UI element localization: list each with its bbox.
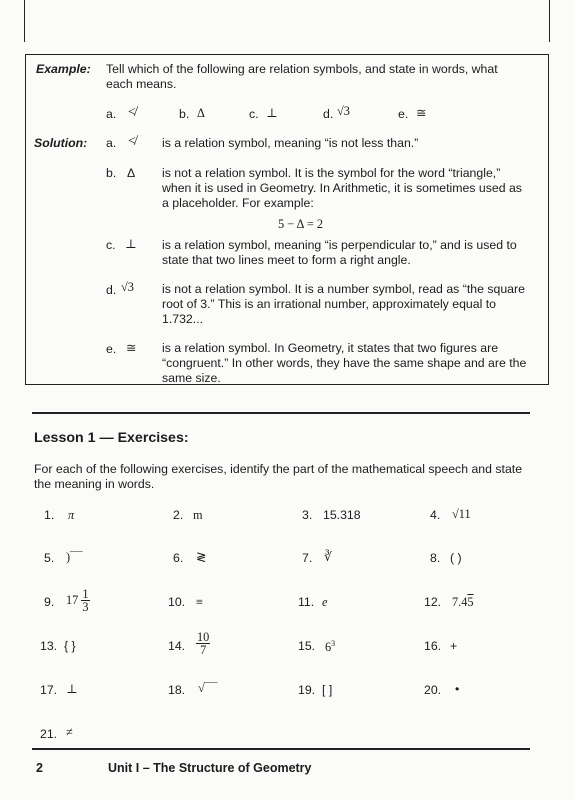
lesson-instructions-line2: the meaning in words. <box>34 477 155 491</box>
lesson-title: Lesson 1 — Exercises: <box>34 430 189 446</box>
page-border-right <box>549 0 550 42</box>
solution-c-line2: state that two lines meet to form a right angle. <box>162 253 411 267</box>
congruent-symbol: ≅ <box>416 106 427 120</box>
repeating-decimal-base: 7.4 <box>452 595 468 609</box>
solution-e-line1: is a relation symbol. In Geometry, it states that two figures are <box>162 341 499 355</box>
exercise-number: 6. <box>173 551 184 565</box>
exercise-content: ⊥ <box>66 682 78 696</box>
exercise-content <box>452 595 474 610</box>
choice-c-letter: c. <box>249 107 259 121</box>
exercise-content: { } <box>64 639 76 653</box>
lesson-instructions-line1: For each of the following exercises, identify the part of the mathematical speech and state <box>34 462 523 476</box>
exercise-content: m <box>193 508 203 522</box>
solution-d-line1: is not a relation symbol. It is a number symbol, read as “the square <box>162 282 525 296</box>
example-prompt-line2: each means. <box>106 77 177 91</box>
exercise-number: 10. <box>168 595 186 609</box>
solution-c-letter: c. <box>106 238 116 252</box>
fraction-denominator: 7 <box>200 643 207 657</box>
exercise-content: • <box>455 682 460 696</box>
solution-b-line3: a placeholder. For example: <box>162 196 314 210</box>
solution-d-line2: root of 3.” This is an irrational number, approximately equal to <box>162 297 497 311</box>
exercise-content: √11 <box>452 507 471 521</box>
exercise-content: e <box>322 595 328 609</box>
solution-b-symbol: Δ <box>127 166 136 180</box>
fraction <box>196 631 210 656</box>
exercise-number: 19. <box>298 683 316 697</box>
page-border-left <box>24 0 25 42</box>
exercise-number: 11. <box>298 595 315 609</box>
fraction-denominator: 3 <box>82 600 89 614</box>
unit-title: Unit I – The Structure of Geometry <box>108 761 312 775</box>
exercise-content: ∛ <box>324 550 332 564</box>
solution-d-line3: 1.732... <box>162 312 204 326</box>
exercise-content: )‾‾‾ <box>66 550 83 564</box>
solution-b-line1: is not a relation symbol. It is the symbol for the word “triangle,” <box>162 166 501 180</box>
exercise-number: 17. <box>40 683 58 697</box>
solution-a-line1: is a relation symbol, meaning “is not less than.” <box>162 136 419 150</box>
exercise-content: ≠ <box>66 725 73 739</box>
fraction-numerator: 1 <box>82 587 89 601</box>
exercise-content <box>66 588 90 613</box>
solution-b-line2: when it is used in Geometry. In Arithmetic, it is sometimes used as <box>162 181 522 195</box>
choice-a-letter: a. <box>106 107 117 121</box>
exercise-number: 1. <box>44 508 55 522</box>
page-number: 2 <box>36 761 43 775</box>
exercise-number: 7. <box>302 551 313 565</box>
solution-e-line2: “congruent.” In other words, they have the same shape and are the <box>162 356 527 370</box>
exercise-number: 20. <box>424 683 442 697</box>
mixed-number-whole: 17 <box>66 593 79 607</box>
solution-c-symbol: ⊥ <box>125 237 137 251</box>
exercise-content: [ ] <box>322 683 333 697</box>
choice-e-letter: e. <box>398 107 409 121</box>
not-less-than-symbol: ≮ <box>128 105 136 120</box>
exercise-number: 21. <box>40 727 58 741</box>
exponent: 3 <box>331 639 336 648</box>
sqrt-three-symbol: √3 <box>337 104 350 118</box>
exercise-number: 9. <box>44 595 55 609</box>
repeating-digit: 5 <box>467 595 474 609</box>
exercise-content: 15.318 <box>323 508 361 522</box>
solution-e-symbol: ≅ <box>126 341 137 355</box>
exercise-number: 16. <box>424 639 442 653</box>
exercise-content: + <box>450 639 458 653</box>
exercise-number: 8. <box>430 551 441 565</box>
solution-a-symbol: ≮ <box>128 134 136 149</box>
exercise-number: 5. <box>44 551 55 565</box>
exercise-content: ( ) <box>450 551 462 565</box>
perpendicular-symbol: ⊥ <box>266 106 278 120</box>
example-prompt-line1: Tell which of the following are relation symbols, and state in words, what <box>106 62 498 76</box>
exercise-content <box>325 639 335 655</box>
equation: 5 − Δ = 2 <box>278 217 324 231</box>
exercise-content: π <box>68 508 75 522</box>
exercise-number: 2. <box>173 508 184 522</box>
exercise-number: 4. <box>430 508 441 522</box>
footer-divider <box>32 748 530 750</box>
section-divider <box>32 412 530 414</box>
solution-c-line1: is a relation symbol, meaning “is perpendicular to,” and is used to <box>162 238 517 252</box>
fraction <box>81 588 89 613</box>
solution-b-letter: b. <box>106 166 117 180</box>
solution-d-symbol: √3 <box>121 280 134 294</box>
example-label: Example: <box>36 62 91 76</box>
base: 6 <box>325 640 332 655</box>
exercise-content: ≡ <box>196 595 203 609</box>
solution-d-letter: d. <box>106 283 117 297</box>
solution-e-letter: e. <box>106 342 117 356</box>
exercise-content <box>196 631 210 656</box>
choice-b-letter: b. <box>179 107 190 121</box>
solution-a-letter: a. <box>106 136 117 150</box>
exercise-number: 15. <box>298 639 316 653</box>
exercise-content: ≷ <box>196 550 207 564</box>
exercise-number: 18. <box>168 683 186 697</box>
exercise-content: √‾‾‾ <box>198 681 218 695</box>
fraction-numerator: 10 <box>197 630 210 644</box>
exercise-number: 13. <box>40 639 58 653</box>
choice-d-letter: d. <box>323 107 334 121</box>
solution-e-line3: same size. <box>162 371 221 385</box>
triangle-symbol: Δ <box>197 106 205 120</box>
exercise-number: 3. <box>302 508 313 522</box>
exercise-number: 12. <box>424 595 442 609</box>
solution-label: Solution: <box>34 136 88 150</box>
exercise-number: 14. <box>168 639 186 653</box>
